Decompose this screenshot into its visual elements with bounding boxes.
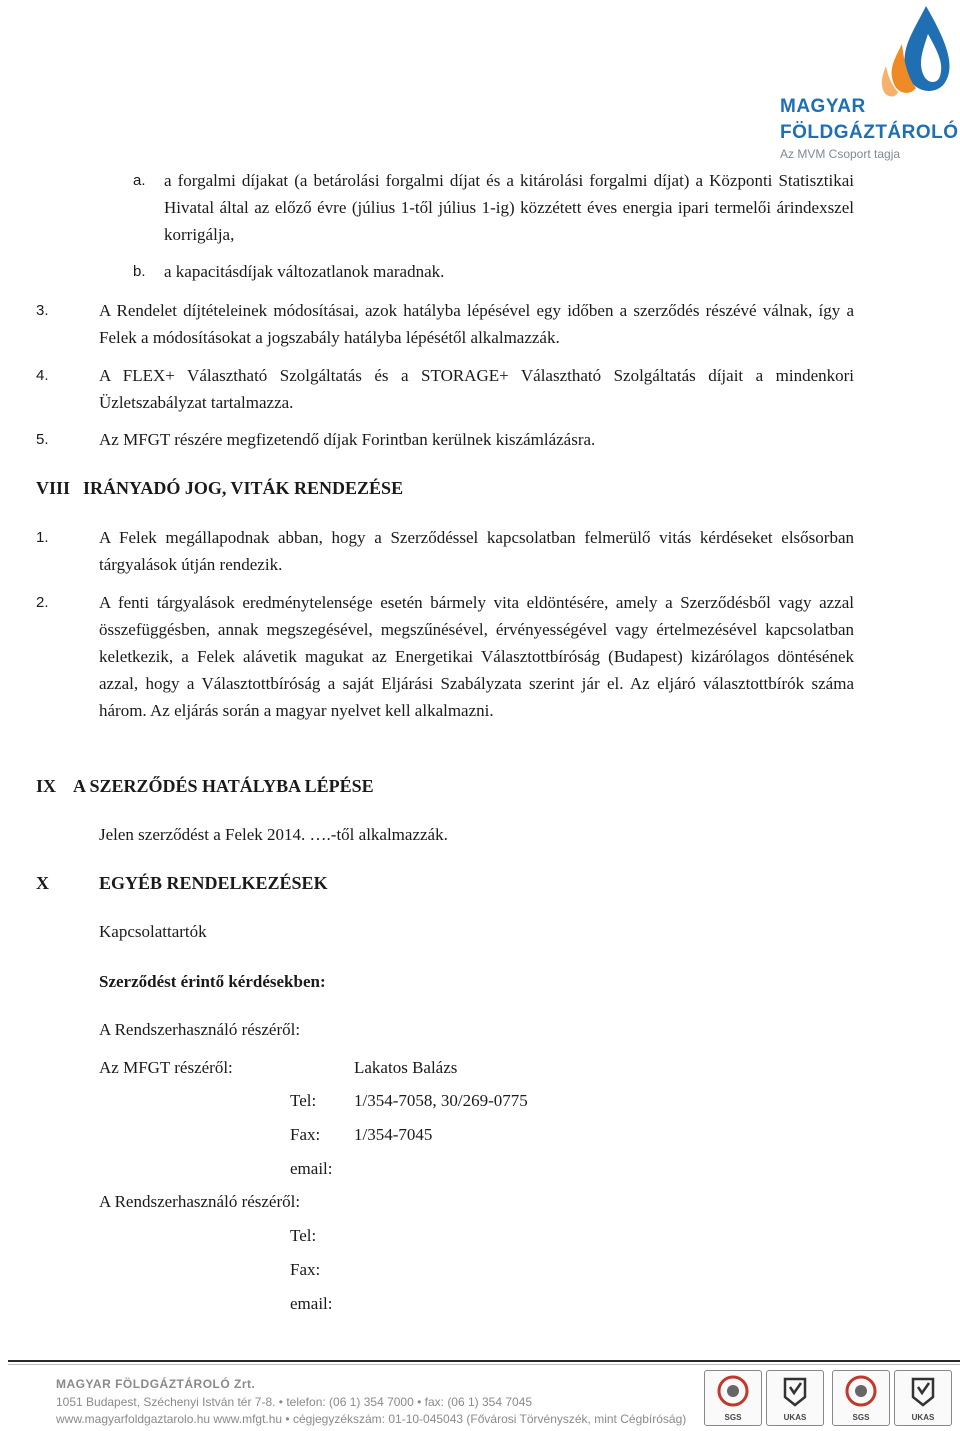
list-marker-4: 4.: [36, 367, 49, 384]
cert-label-3: SGS: [852, 1413, 870, 1422]
sgs-cert-icon-2: [832, 1370, 890, 1426]
contract-questions-subheading: Szerződést érintő kérdésekben:: [99, 972, 326, 991]
sgs-cert-icon: [704, 1370, 762, 1426]
user-fax-label: Fax:: [290, 1260, 321, 1279]
section-8-number: VIII: [36, 478, 71, 498]
footer-company-name: MAGYAR FÖLDGÁZTÁROLÓ Zrt.: [56, 1377, 256, 1391]
section-9-title: A SZERZŐDÉS HATÁLYBA LÉPÉSE: [73, 776, 374, 796]
footer-divider-thin: [8, 1364, 960, 1365]
system-user-label-1: A Rendszerhasználó részéről:: [99, 1020, 301, 1039]
mfgt-fax-value: 1/354-7045: [354, 1125, 433, 1144]
contacts-label: Kapcsolattartók: [99, 922, 207, 941]
system-user-label-2: A Rendszerhasználó részéről:: [99, 1192, 301, 1211]
user-tel-label: Tel:: [290, 1226, 317, 1245]
mfgt-tel-label: Tel:: [290, 1091, 317, 1110]
cert-label-1: SGS: [724, 1413, 742, 1422]
paragraph-5: Az MFGT részére megfizetendő díjak Forintban kerülnek kiszámlázásra.: [99, 430, 596, 449]
section-10-number: X: [36, 873, 49, 893]
paragraph-8-1: A Felek megállapodnak abban, hogy a Szerződéssel kapcsolatban felmerülő vitás kérdéseket elsősorban tárgyalások útján rendezik.: [99, 528, 854, 574]
logo-text-foldgaztarolo: FÖLDGÁZTÁROLÓ: [780, 122, 959, 143]
list-marker-8-1: 1.: [36, 529, 49, 546]
section-9-number: IX: [36, 776, 57, 796]
footer-divider: [8, 1360, 960, 1362]
mfgt-contact-name: Lakatos Balázs: [354, 1058, 458, 1077]
list-marker-b: b.: [133, 263, 146, 280]
flame-drop-icon: [868, 4, 958, 104]
company-logo: [776, 4, 958, 164]
list-marker-8-2: 2.: [36, 594, 49, 611]
list-marker-3: 3.: [36, 302, 49, 319]
footer-address: 1051 Budapest, Széchenyi István tér 7-8. • telefon: (06 1) 354 7000 • fax: (06 1) 354 7045: [56, 1395, 533, 1409]
footer-web-links: www.magyarfoldgaztarolo.hu www.mfgt.hu • cégjegyzékszám: 01-10-045043 (Fővárosi Törvényszék, mint Cégbíróság): [56, 1412, 687, 1426]
mfgt-label: Az MFGT részéről:: [99, 1058, 233, 1077]
section-9-text: Jelen szerződést a Felek 2014. ….-től alkalmazzák.: [99, 825, 448, 844]
mfgt-email-label: email:: [290, 1159, 333, 1178]
paragraph-a: a forgalmi díjakat (a betárolási forgalmi díjat és a kitárolási forgalmi díjat) a Központi Statisztikai Hivatal által az előző évre (július 1-től július 1-ig) közzétett éves energia ipari termelői árindexszel korrigálja,: [164, 171, 854, 244]
list-marker-a: a.: [133, 172, 146, 189]
mfgt-fax-label: Fax:: [290, 1125, 321, 1144]
section-8-title: IRÁNYADÓ JOG, VITÁK RENDEZÉSE: [83, 478, 404, 498]
cert-label-4: UKAS: [911, 1413, 935, 1422]
ukas-cert-icon: [766, 1370, 824, 1426]
cert-label-2: UKAS: [783, 1413, 807, 1422]
paragraph-4: A FLEX+ Választható Szolgáltatás és a STORAGE+ Választható Szolgáltatás díjait a mindenkori Üzletszabályzat tartalmazza.: [99, 366, 854, 412]
certification-badges: [704, 1370, 956, 1428]
section-10-title: EGYÉB RENDELKEZÉSEK: [99, 873, 328, 893]
ukas-cert-icon-2: [894, 1370, 952, 1426]
logo-tagline: Az MVM Csoport tagja: [780, 147, 901, 161]
list-marker-5: 5.: [36, 431, 49, 448]
user-email-label: email:: [290, 1294, 333, 1313]
paragraph-3: A Rendelet díjtételeinek módosításai, azok hatályba lépésével egy időben a szerződés részévé válnak, így a Felek a módosításokat a jogszabály hatályba lépésétől alkalmazzák.: [99, 301, 854, 347]
paragraph-b: a kapacitásdíjak változatlanok maradnak.: [164, 262, 445, 281]
paragraph-8-2: A fenti tárgyalások eredménytelensége esetén bármely vita eldöntésére, amely a Szerződésből vagy azzal összefüggésben, annak megszegésével, megszűnésével, érvényességével vagy értelmezésével kapcsolatban keletkezik, a Felek alávetik magukat az Energetikai Választottbíróság (Budapest) kizárólagos döntésének azzal, hogy a Választottbíróság a saját Eljárási Szabályzata szerint jár el. Az eljáró választottbírók száma három. Az eljárás során a magyar nyelvet kell alkalmazni.: [99, 593, 854, 720]
logo-text-magyar: MAGYAR: [780, 96, 866, 117]
mfgt-tel-value: 1/354-7058, 30/269-0775: [354, 1091, 528, 1110]
